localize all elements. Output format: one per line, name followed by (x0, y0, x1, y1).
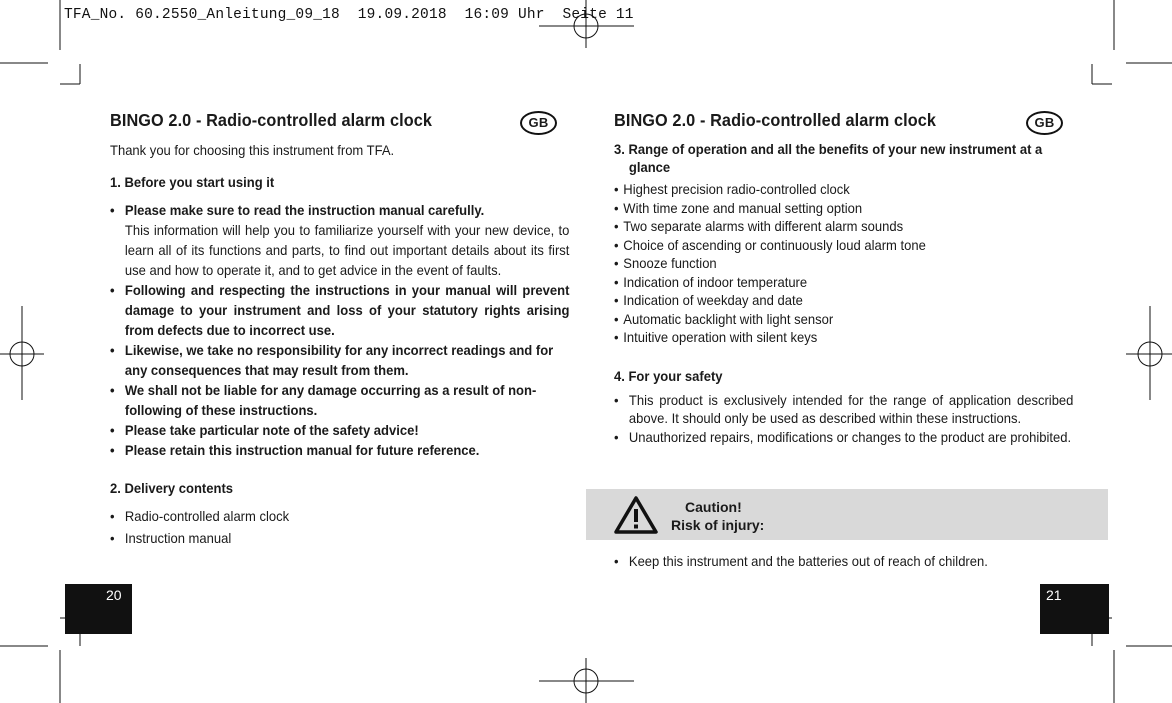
warning-triangle-icon (613, 495, 659, 535)
list-item: • Two separate alarms with different alarm sounds (614, 217, 1031, 236)
list-item: • Intuitive operation with silent keys (614, 328, 1031, 347)
section-1-heading: 1. Before you start using it (110, 174, 275, 190)
bullet-not-liable: • We shall not be liable for any damage occurring as a result of non-following of these instructions. (110, 380, 569, 420)
bullet-follow-instructions: • Following and respecting the instructions in your manual will prevent damage to your instrument and loss of your statutory rights arising from defects due to incorrect use. (110, 280, 569, 340)
safety-item: • Unauthorized repairs, modifications or changes to the product are prohibited. (614, 428, 1073, 447)
delivery-item: • Radio-controlled alarm clock (110, 505, 527, 527)
page-number-tab (1040, 584, 1109, 634)
caution-title: Caution! (685, 499, 742, 515)
left-page (110, 108, 570, 549)
page-title: BINGO 2.0 - Radio-controlled alarm clock (614, 110, 937, 130)
delivery-item: • Instruction manual (110, 527, 527, 549)
list-item: • Automatic backlight with light sensor (614, 310, 1031, 329)
benefits-list (614, 180, 1062, 347)
caution-banner (586, 489, 1108, 540)
print-slug: TFA_No. 60.2550_Anleitung_09_18 19.09.2018 16:09 Uhr Seite 11 (64, 7, 634, 23)
list-item: • Indication of weekday and date (614, 291, 1031, 310)
list-item: • Indication of indoor temperature (614, 273, 1031, 292)
language-badge: GB (1026, 111, 1063, 135)
language-badge: GB (520, 111, 557, 135)
bullet-no-responsibility: • Likewise, we take no responsibility for any incorrect readings and for any consequences that may result from them. (110, 340, 569, 380)
bullet-read-manual: • Please make sure to read the instruction manual carefully. (110, 200, 527, 220)
bullet-retain-manual: • Please retain this instruction manual for future reference. (110, 440, 527, 460)
section-3-heading: 3. Range of operation and all the benefits of your new instrument at a glance (614, 141, 1043, 175)
bullet-read-manual-body: This information will help you to familiarize yourself with your new device, to learn all of its functions and parts, to find out important details about its first use and how to operate it, and to get advice in the event of faults. (124, 222, 570, 278)
safety-item: • This product is exclusively intended for the range of application described above. It should only be used as described within these instructions. (614, 391, 1073, 428)
section-4-heading: 4. For your safety (614, 367, 723, 384)
section-2-heading: 2. Delivery contents (110, 480, 234, 496)
page-title: BINGO 2.0 - Radio-controlled alarm clock (110, 110, 433, 130)
list-item: • Choice of ascending or continuously loud alarm tone (614, 236, 1031, 255)
right-page (614, 108, 1074, 446)
page-number: 20 (106, 587, 122, 603)
list-item: • Snooze function (614, 254, 1031, 273)
page-number-tab (65, 584, 132, 634)
caution-text: • Keep this instrument and the batteries out of reach of children. (614, 551, 988, 571)
bullet-safety-advice: • Please take particular note of the safety advice! (110, 420, 527, 440)
page-number: 21 (1046, 587, 1062, 603)
caution-subtitle: Risk of injury: (671, 517, 765, 533)
list-item: • Highest precision radio-controlled clock (614, 180, 1031, 199)
intro-text: Thank you for choosing this instrument from TFA. (110, 142, 395, 158)
list-item: • With time zone and manual setting option (614, 199, 1031, 218)
